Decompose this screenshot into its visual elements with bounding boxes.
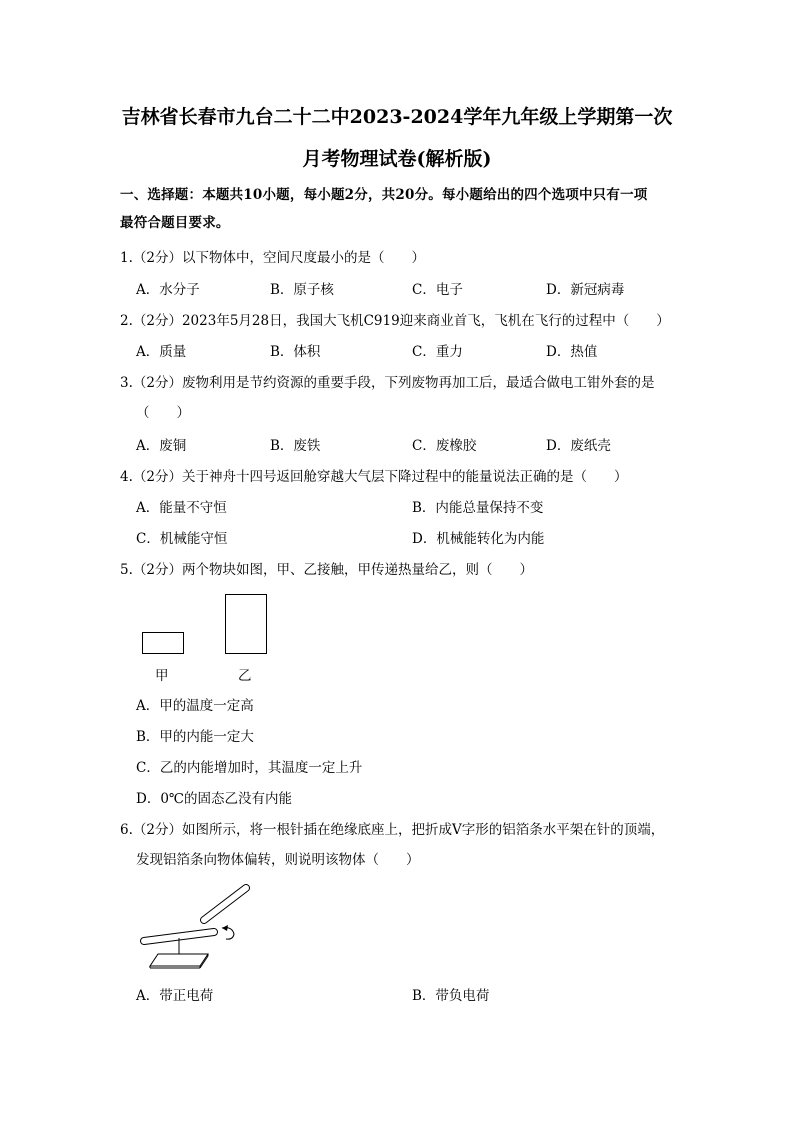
- q3-option-a: A．废铜: [136, 438, 187, 454]
- q4-option-c: C．机械能守恒: [136, 531, 228, 547]
- q6-option-a: A．带正电荷: [136, 988, 214, 1004]
- q1-option-b: B．原子核: [270, 282, 334, 298]
- charged-rod: [204, 888, 246, 920]
- block-yi: [225, 594, 267, 654]
- insulating-base: [150, 954, 208, 968]
- q5-option-b: B．甲的内能一定大: [136, 729, 254, 745]
- q5-option-a: A．甲的温度一定高: [136, 698, 254, 714]
- q5-option-c: C．乙的内能增加时，其温度一定上升: [136, 760, 363, 776]
- q1-option-c: C．电子: [412, 282, 463, 298]
- q2-option-a: A．质量: [136, 344, 187, 360]
- question-3-stem-cont: （ ）: [136, 405, 190, 421]
- question-2-stem: 2.（2分）2023年5月28日，我国大飞机C919迎来商业首飞，飞机在飞行的过程中（ ）: [120, 313, 670, 329]
- section-line1: 一、选择题：本题共10小题，每小题2分，共20分。每小题给出的四个选项中只有一项: [120, 187, 648, 203]
- q3-option-c: C．废橡胶: [412, 438, 477, 454]
- q4-option-a: A．能量不守恒: [136, 500, 227, 516]
- question-5-stem: 5.（2分）两个物块如图，甲、乙接触，甲传递热量给乙，则（ ）: [120, 562, 533, 578]
- section-instructions: [120, 181, 680, 237]
- q4-option-d: D．机械能转化为内能: [412, 531, 545, 547]
- q6-figure-foil-needle: [136, 882, 266, 972]
- question-1-stem: 1.（2分）以下物体中，空间尺度最小的是（ ）: [120, 250, 425, 266]
- exam-title-line2: 月考物理试卷(解析版): [302, 148, 492, 170]
- q3-option-b: B．废铁: [270, 438, 321, 454]
- exam-title-line1: 吉林省长春市九台二十二中2023-2024学年九年级上学期第一次: [121, 106, 673, 128]
- q2-option-d: D．热值: [546, 344, 598, 360]
- question-6-stem-cont: 发现铝箔条向物体偏转，则说明该物体（ ）: [136, 852, 420, 868]
- block-jia: [142, 632, 184, 654]
- q1-option-d: D．新冠病毒: [546, 282, 625, 298]
- q2-option-c: C．重力: [412, 344, 463, 360]
- q3-option-d: D．废纸壳: [546, 438, 611, 454]
- q4-option-b: B．内能总量保持不变: [412, 500, 544, 516]
- label-yi: 乙: [238, 668, 252, 684]
- rotation-arrow-icon: [222, 925, 234, 939]
- question-3-stem: 3.（2分）废物利用是节约资源的重要手段，下列废物再加工后，最适合做电工钳外套的是: [120, 375, 655, 391]
- question-4-stem: 4.（2分）关于神舟十四号返回舱穿越大气层下降过程中的能量说法正确的是（ ）: [120, 469, 628, 485]
- section-line2: 最符合题目要求。: [120, 215, 230, 231]
- label-jia: 甲: [155, 668, 169, 684]
- q1-option-a: A．水分子: [136, 282, 200, 298]
- question-6-stem: 6.（2分）如图所示，将一根针插在绝缘底座上，把折成V字形的铝箔条水平架在针的顶端，: [120, 822, 665, 838]
- q6-option-b: B．带负电荷: [412, 988, 490, 1004]
- q5-option-d: D．0℃的固态乙没有内能: [136, 791, 293, 807]
- q2-option-b: B．体积: [270, 344, 321, 360]
- q5-figure-blocks: [140, 592, 280, 656]
